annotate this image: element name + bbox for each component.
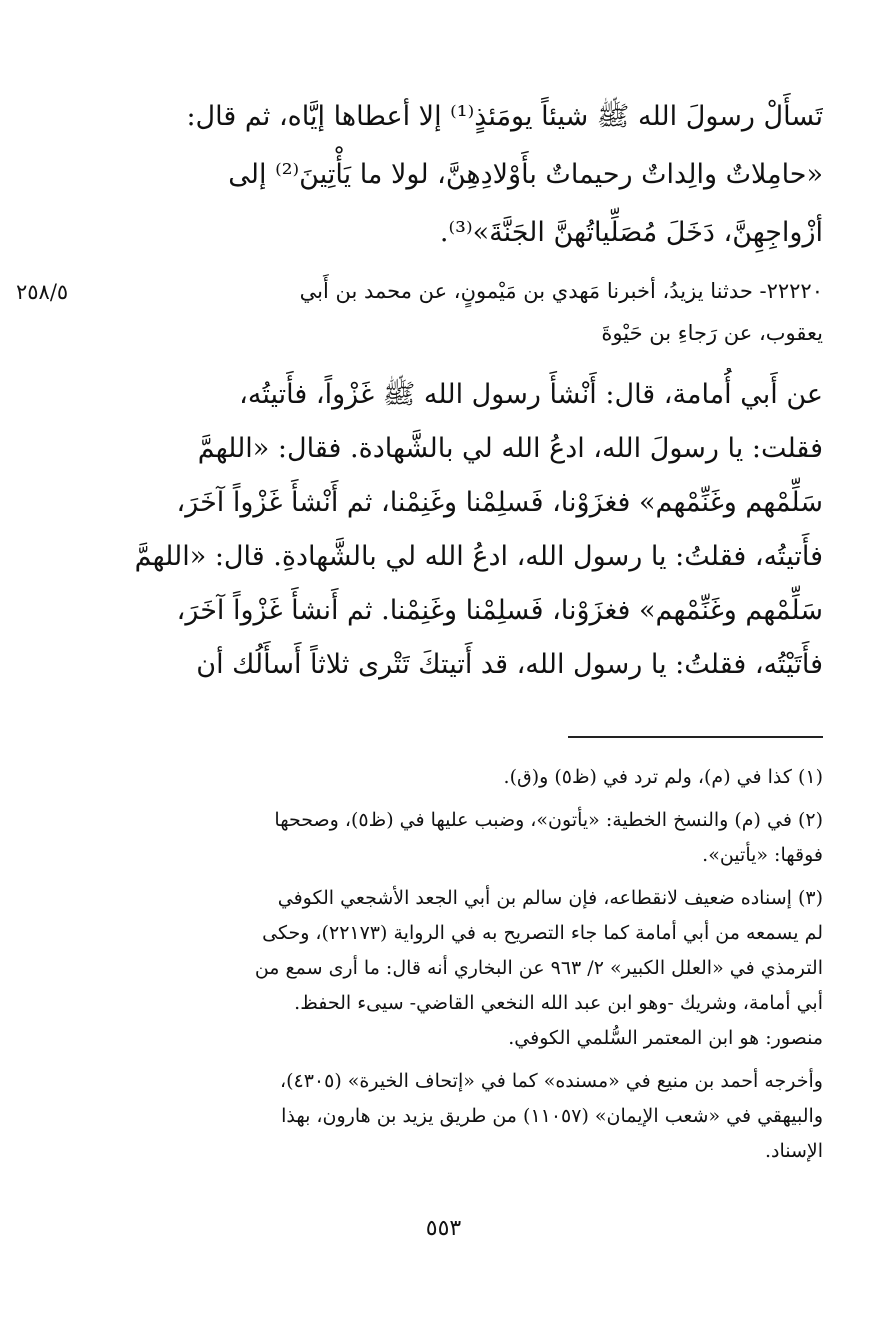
- text-line: عن أَبي أُمامة، قال: أَنْشأَ رسول الله ﷺ غَزْواً، فأَتيتُه،: [239, 379, 823, 410]
- hadith-text-continuation: [118, 88, 823, 262]
- footnote-3-continued: [118, 1064, 823, 1169]
- footnote-line: لم يسمعه من أبي أمامة كما جاء التصريح به في الرواية (٢٢١٧٣)، وحكى: [262, 922, 823, 944]
- hadith-matn: [118, 368, 823, 692]
- footnote-line: والبيهقي في «شعب الإيمان» (١١٠٥٧) من طريق يزيد بن هارون، بهذا: [281, 1105, 823, 1127]
- margin-volume-page-ref: ٢٥٨/٥: [16, 280, 69, 304]
- text-line: تَسأَلْ رسولَ الله ﷺ شيئاً يومَئذٍ⁽¹⁾ إلا أعطاها إيَّاه، ثم قال:: [186, 101, 823, 132]
- text-line: ٢٢٢٢٠- حدثنا يزيدُ، أخبرنا مَهدي بن مَيْمونٍ، عن محمد بن أَبي: [299, 279, 823, 303]
- footnote-line: الإسناد.: [764, 1140, 823, 1162]
- hadith-isnad: [118, 270, 823, 354]
- footnote-line: (١) كذا في (م)، ولم ترد في (ظ٥) و(ق).: [503, 766, 823, 788]
- text-line: «حامِلاتٌ والِداتٌ رحيماتٌ بأَوْلادِهِنَّ، لولا ما يَأْتِينَ⁽²⁾ إلى: [228, 159, 823, 190]
- footnote-line: (٢) في (م) والنسخ الخطية: «يأتون»، وضبب عليها في (ظ٥)، وصححها: [274, 809, 823, 831]
- footnote-line: فوقها: «يأتين».: [702, 844, 823, 866]
- text-line: فأَتَيْتُه، فقلتُ: يا رسول الله، قد أَتيتكَ تَتْرى ثلاثاً أَسأَلُك أن: [196, 649, 823, 680]
- footnote-1: [118, 760, 823, 795]
- footnote-line: (٣) إسناده ضعيف لانقطاعه، فإن سالم بن أبي الجعد الأشجعي الكوفي: [277, 887, 823, 909]
- footnote-2: [118, 803, 823, 873]
- text-line: أزْواجِهِنَّ، دَخَلَ مُصَلِّياتُهنَّ الجَنَّةَ»⁽³⁾.: [439, 217, 823, 248]
- footnote-line: منصور: هو ابن المعتمر السُّلمي الكوفي.: [508, 1027, 823, 1049]
- text-line: فأَتيتُه، فقلتُ: يا رسول الله، ادعُ الله لي بالشَّهادةِ. قال: «اللهمَّ: [134, 541, 823, 572]
- footnote-3: [118, 881, 823, 1056]
- footnote-line: وأخرجه أحمد بن منيع في «مسنده» كما في «إتحاف الخيرة» (٤٣٠٥)،: [279, 1070, 823, 1092]
- text-line: فقلت: يا رسولَ الله، ادعُ الله لي بالشَّهادة. فقال: «اللهمَّ: [197, 433, 823, 464]
- footnote-separator: [568, 736, 823, 738]
- footnote-line: الترمذي في «العلل الكبير» ٢/ ٩٦٣ عن البخاري أنه قال: ما أرى سمع من: [254, 957, 823, 979]
- text-line: سَلِّمْهم وغَنِّمْهم» فغزَوْنا، فَسلِمْنا وغَنِمْنا. ثم أَنشأَ غَزْواً آخَرَ،: [176, 595, 823, 626]
- text-line: سَلِّمْهم وغَنِّمْهم» فغزَوْنا، فَسلِمْنا وغَنِمْنا، ثم أَنْشأَ غَزْواً آخَرَ،: [176, 487, 823, 518]
- page-number: ٥٥٣: [425, 1216, 462, 1241]
- text-line: يعقوب، عن رَجاءِ بن حَيْوةَ: [601, 321, 823, 345]
- footnotes: [118, 760, 823, 1169]
- footnote-line: أبي أمامة، وشريك -وهو ابن عبد الله النخعي القاضي- سيىء الحفظ.: [294, 992, 823, 1014]
